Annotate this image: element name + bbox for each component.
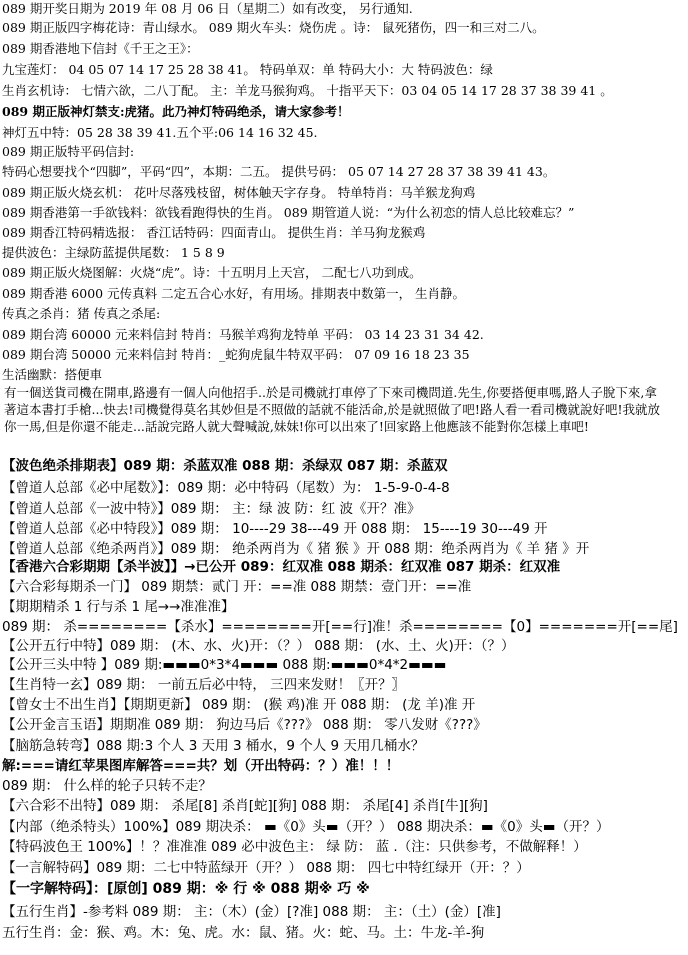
internal-kill-head-line: 【内部（绝杀特头）100%】089 期决杀： ▬《0》头▬（开？） 088 期决杀：▬《0》头▬（开？） [2,819,610,835]
humor-story: 有一個送貨司機在開車,路邊有一個人向他招手..於是司機就打車停了下來司機問道.先生,你要搭便車嗎,路人子脫下來,拿著這本書打手槍...快去!司機覺得莫名其妙但是不照做的話就不能活命,於是就照做了吧!路人看一看司機就說好吧!我就放你一馬,但是你還不能走...話說完路人就大聲喊說,妹妹!你可以出來了!回家路上他應該不能對你怎樣上車吧! [4,385,660,434]
taiwan-60000-line: 089 期台湾 60000 元来料信封 特肖：马猴羊鸡狗龙特单 平码： 03 14 23 31 34 42. [2,327,484,342]
wave-kill-table: 【波色绝杀排期表】089 期：杀蓝双准 088 期：杀绿双 087 期：杀蓝双 [2,458,448,474]
wave-king-line: 【特码波色王 100%】！？准准准 089 必中波色主： 绿 防： 蓝 .（注：只供参考，不做解释！） [2,839,587,855]
one-word-special-line: 【一言解特码】089 期：二七中特蓝绿开（开？） 088 期： 四七中特红绿开（开：？） [2,860,530,876]
fire-mystery-line: 089 期正版火烧玄机： 花叶尽落残枝留，树体触天字存身。 特单特肖：马羊猴龙狗鸡 [2,185,476,200]
xiangjiang-line: 089 期香江特码精选报： 香江话特码：四面青山。 提供生肖：羊马狗龙猴鸡 [2,225,426,240]
three-head-line: 【公开三头中特 】089 期:▬▬▬0*3*4▬▬▬ 088 期:▬▬▬0*4*2▬▬▬ [2,657,447,673]
zodiac-mystery-line: 【生肖特一玄】089 期： 一前五后必中特， 三四来发财！〖开？〗 [2,677,406,693]
hk-envelope-title: 089 期香港地下信封《千王之王》： [2,41,199,56]
special-segment-line: 【曾道人总部《必中特段》】089 期： 10----29 38---49 开 088 期： 15----19 30---49 开 [2,521,548,537]
riddle-next-line: 089 期： 什么样的轮子只转不走？ [2,778,212,794]
lamp-five-line: 神灯五中特：05 28 38 39 41.五个平:06 14 16 32 45. [2,125,318,140]
one-char-special-line: 【一字解特码】：[原创] 089 期：※ 行 ※ 088 期※ 巧 ※ [2,881,370,897]
riddle-line: 【脑筋急转弯】088 期:3 个人 3 天用 3 桶水，9 个人 9 天用几桶水？ [2,738,425,754]
first-hand-line: 089 期香港第一手欲钱料：欲钱看跑得快的生肖。 089 期管道人说：“为什么初恋的情人总比较难忘？” [2,205,575,220]
wave-color-line: 提供波色：主绿防蓝提供尾数： 1 5 8 9 [2,245,225,260]
one-wave-line: 【曾道人总部《一波中特》】089 期： 主：绿 波 防：红 波《开？准》 [2,501,421,517]
draw-date-line: 089 期开奖日期为 2019 年 08 月 06 日（星期二）如有改变， 另行通知. [2,1,413,16]
element-mapping-line: 五行生肖：金：猴、鸡。木：兔、虎。水：鼠、猪。火：蛇、马。土：牛龙-羊-狗 [2,925,485,941]
nine-lotus-line: 九宝莲灯： 04 05 07 14 17 25 28 38 41。 特码单双：单 特码大小：大 特码波色：绿 [2,62,493,77]
half-wave-kill-line: 【香港六合彩期期【杀半波】】→已公开 089：红双准 088 期杀：红双准 087 期杀：红双准 [2,559,561,575]
flat-code-title: 089 期正版特平码信封: [2,144,135,159]
special-code-line: 特码心想要找个“四脚”，平码“四”，本期：二五。 提供号码： 05 07 14 27 28 37 38 39 41 43。 [2,164,556,179]
must-tail-line: 【曾道人总部《必中尾数》】：089 期：必中特码（尾数）为： 1-5-9-0-4-8 [2,480,450,496]
golden-words-line: 【公开金言玉语】期期准 089 期： 狗边马后《???》 088 期： 零八发财《???》 [2,717,487,733]
zodiac-poem-line: 生肖玄机诗： 七情六欲，二八丁配。 主：羊龙马猴狗鸡。 十指平天下：03 04 05 14 17 28 37 38 39 41 。 [2,83,613,98]
lamp-ban-line: 089 期正版神灯禁支:虎猪。此乃神灯特码绝杀，请大家参考！ [2,104,350,119]
kill-row-tail-title: 【期期精杀 1 行与杀 1 尾→→准准准】 [2,599,235,615]
kill-row-tail-line: 089 期： 杀========【杀水】========开[==行]准！杀========【0】=======开[==尾] [2,619,678,635]
fax-kill-line: 传真之杀肖：猪 传真之杀尾: [2,306,161,321]
kill-one-gate-line: 【六合彩每期杀一门】 089 期禁：贰门 开：==准 088 期禁：壹门开：==准 [2,579,472,595]
fire-diagram-line: 089 期正版火烧图解：火烧“虎”。诗：十五明月上天宫， 二配七八功到成。 [2,265,422,280]
kill-two-zodiac-line: 【曾道人总部《绝杀两肖》】089 期： 绝杀两肖为《 猪 猴 》开 088 期：绝杀两肖为《 羊 猪 》开 [2,541,590,557]
madam-zeng-line: 【曾女士不出生肖】【期期更新】 089 期： (猴 鸡)准 开 088 期： (龙 羊)准 开 [2,697,476,713]
no-special-line: 【六合彩不出特】089 期： 杀尾[8] 杀肖[蛇][狗] 088 期： 杀尾[4] 杀肖[牛][狗] [2,798,488,814]
fax-6000-line: 089 期香港 6000 元传真料 二定五合心水好，有用场。排期表中数第一， 生肖静。 [2,286,466,301]
humor-title: 生活幽默：搭便車 [2,367,103,382]
taiwan-50000-line: 089 期台湾 50000 元来料信封 特肖：_蛇狗虎鼠牛特双平码： 07 09 16 18 23 35 [2,347,470,362]
riddle-answer-line: 解:===请红苹果图库解答===共？划（开出特码：？）准！！！ [2,758,400,774]
five-element-zodiac-line: 【五行生肖】-参考料 089 期： 主：（木）(金）[?准] 088 期： 主：（土）(金）[准] [2,904,501,920]
plum-poem-line: 089 期正版四字梅花诗：青山绿水。 089 期火车头：烧伤虎 。诗： 鼠死猪伤，四一和三对二八。 [2,20,545,35]
five-element-line: 【公开五行中特】089 期： (木、水、火)开：（？） 088 期： (水、土、火)开：（？） [2,638,515,654]
